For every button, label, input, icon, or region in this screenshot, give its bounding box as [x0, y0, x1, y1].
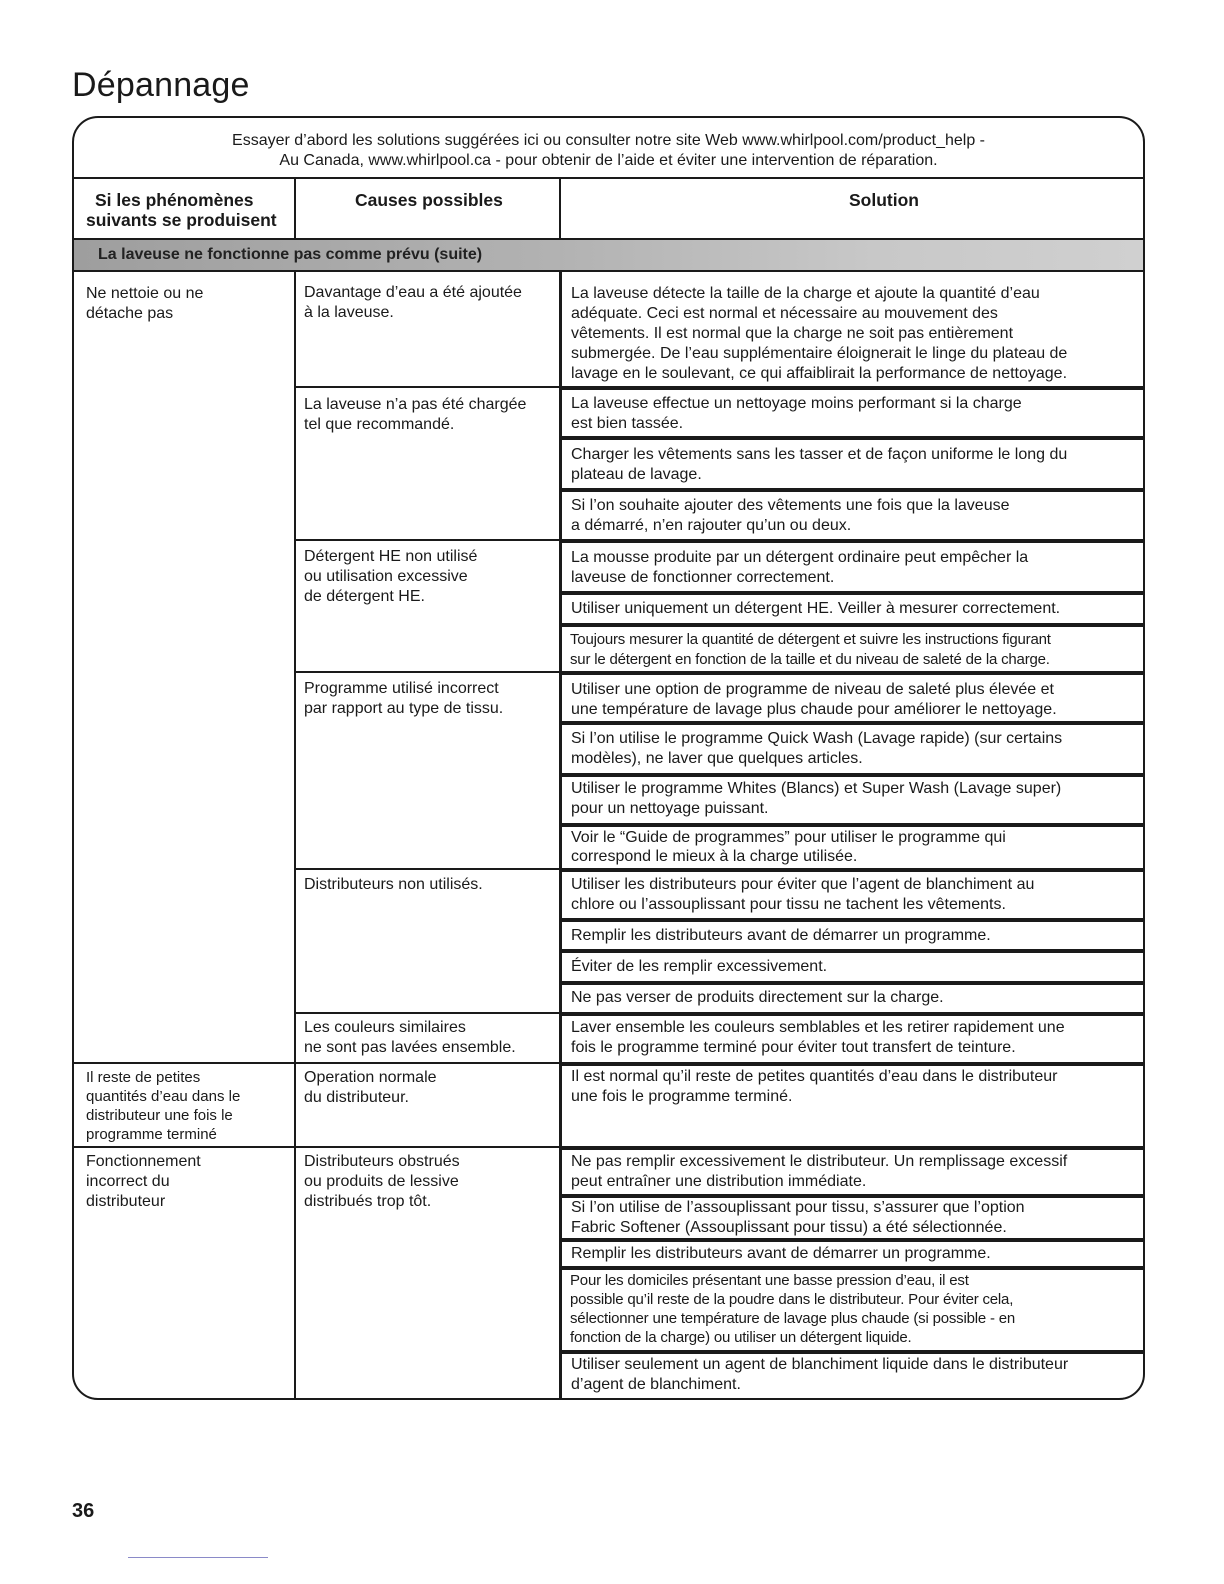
solution-cell: La mousse produite par un détergent ordinaire peut empêcher la laveuse de fonctionner correctement.: [560, 541, 1145, 593]
solution-cell: Toujours mesurer la quantité de détergent et suivre les instructions figurant sur le détergent en fonction de la taille et du niveau de saleté de la charge.: [560, 625, 1145, 673]
divider: [74, 1062, 296, 1064]
solution-cell: Utiliser le programme Whites (Blancs) et Super Wash (Lavage super) pour un nettoyage puissant.: [560, 775, 1145, 825]
column-divider: [294, 177, 296, 240]
solution-cell: Si l’on utilise le programme Quick Wash (Lavage rapide) (sur certains modèles), ne laver que quelques articles.: [560, 723, 1145, 775]
cause-cell: Les couleurs similaires ne sont pas lavées ensemble.: [304, 1019, 516, 1056]
cause-cell: Distributeurs obstrués ou produits de lessive distribués trop tôt.: [304, 1153, 460, 1210]
symptom-cell: Fonctionnement incorrect du distributeur: [86, 1153, 201, 1210]
solution-cell: Utiliser une option de programme de niveau de saleté plus élevée et une température de lavage plus chaude pour améliorer le nettoyage.: [560, 673, 1145, 723]
solution-cell: Remplir les distributeurs avant de démarrer un programme.: [560, 1240, 1145, 1268]
solution-cell: La laveuse détecte la taille de la charge et ajoute la quantité d’eau adéquate. Ceci est normal et nécessaire au mouvement des vêtements. Il est normal que la charge ne soit pas entièrement submergée. De l’eau supplémentaire éloignerait le linge du plateau de lavage en le soulevant, ce qui affaiblirait la performance de nettoyage.: [560, 270, 1145, 388]
intro-line: Au Canada, www.whirlpool.ca - pour obtenir de l’aide et éviter une intervention de réparation.: [279, 152, 938, 169]
solution-cell: Utiliser les distributeurs pour éviter que l’agent de blanchiment au chlore ou l’assouplissant pour tissu ne tachent les vêtements.: [560, 870, 1145, 920]
solution-cell: Pour les domiciles présentant une basse pression d’eau, il est possible qu’il reste de la poudre dans le distributeur. Pour éviter cela, sélectionner une température de lavage plus chaude (si possible - en fonction de la charge) ou utiliser un détergent liquide.: [560, 1268, 1145, 1352]
troubleshooting-table: [72, 116, 1145, 1400]
divider: [294, 868, 561, 870]
intro-line: Essayer d’abord les solutions suggérées ici ou consulter notre site Web www.whirlpool.com/product_help -: [232, 132, 985, 149]
solution-cell: La laveuse effectue un nettoyage moins performant si la charge est bien tassée.: [560, 388, 1145, 438]
divider: [74, 177, 1143, 179]
solution-cell: Ne pas remplir excessivement le distributeur. Un remplissage excessif peut entraîner une distribution immédiate.: [560, 1148, 1145, 1196]
header-causes: Causes possibles: [355, 190, 503, 210]
column-divider: [559, 177, 561, 240]
page-title: Dépannage: [72, 66, 250, 104]
cause-cell: La laveuse n’a pas été chargée tel que recommandé.: [304, 396, 527, 433]
cause-cell: Davantage d’eau a été ajoutée à la laveuse.: [304, 284, 522, 321]
solution-cell: Utiliser seulement un agent de blanchiment liquide dans le distributeur d’agent de blanchiment.: [560, 1352, 1145, 1400]
solution-cell: Si l’on souhaite ajouter des vêtements une fois que la laveuse a démarré, n’en rajouter qu’un ou deux.: [560, 490, 1145, 541]
header-symptoms: Si les phénomènes suivants se produisent: [86, 190, 277, 230]
solution-cell: Il est normal qu’il reste de petites quantités d’eau dans le distributeur une fois le programme terminé.: [560, 1064, 1145, 1148]
page-number: 36: [72, 1500, 95, 1522]
solution-cell: Laver ensemble les couleurs semblables et les retirer rapidement une fois le programme terminé pour éviter tout transfert de teinture.: [560, 1014, 1145, 1064]
solution-cell: Ne pas verser de produits directement sur la charge.: [560, 983, 1145, 1014]
header-solution: Solution: [849, 190, 919, 210]
footer-rule: [128, 1557, 268, 1558]
divider: [294, 539, 561, 541]
cause-cell: Programme utilisé incorrect par rapport au type de tissu.: [304, 680, 504, 717]
divider: [74, 1146, 296, 1148]
cause-cell: Détergent HE non utilisé ou utilisation excessive de détergent HE.: [304, 548, 478, 605]
solution-cell: Utiliser uniquement un détergent HE. Veiller à mesurer correctement.: [560, 593, 1145, 625]
solution-cell: Voir le “Guide de programmes” pour utiliser le programme qui correspond le mieux à la charge utilisée.: [560, 825, 1145, 870]
divider: [294, 1146, 561, 1148]
cause-cell: Operation normale du distributeur.: [304, 1069, 437, 1106]
section-title: La laveuse ne fonctionne pas comme prévu (suite): [74, 240, 1143, 270]
divider: [294, 1062, 561, 1064]
solution-cell: Si l’on utilise de l’assouplissant pour tissu, s’assurer que l’option Fabric Softener (Assouplissant pour tissu) a été sélectionnée.: [560, 1196, 1145, 1240]
column-divider: [294, 270, 296, 1400]
solution-cell: Remplir les distributeurs avant de démarrer un programme.: [560, 920, 1145, 951]
divider: [294, 1012, 561, 1014]
cause-cell: Distributeurs non utilisés.: [304, 876, 483, 893]
symptom-cell: Ne nettoie ou ne détache pas: [86, 285, 204, 322]
intro-text: [74, 118, 1143, 179]
solution-cell: Éviter de les remplir excessivement.: [560, 951, 1145, 983]
symptom-cell: Il reste de petites quantités d’eau dans le distributeur une fois le programme terminé: [86, 1069, 241, 1143]
divider: [294, 671, 561, 673]
divider: [294, 386, 561, 388]
solution-cell: Charger les vêtements sans les tasser et de façon uniforme le long du plateau de lavage.: [560, 438, 1145, 490]
